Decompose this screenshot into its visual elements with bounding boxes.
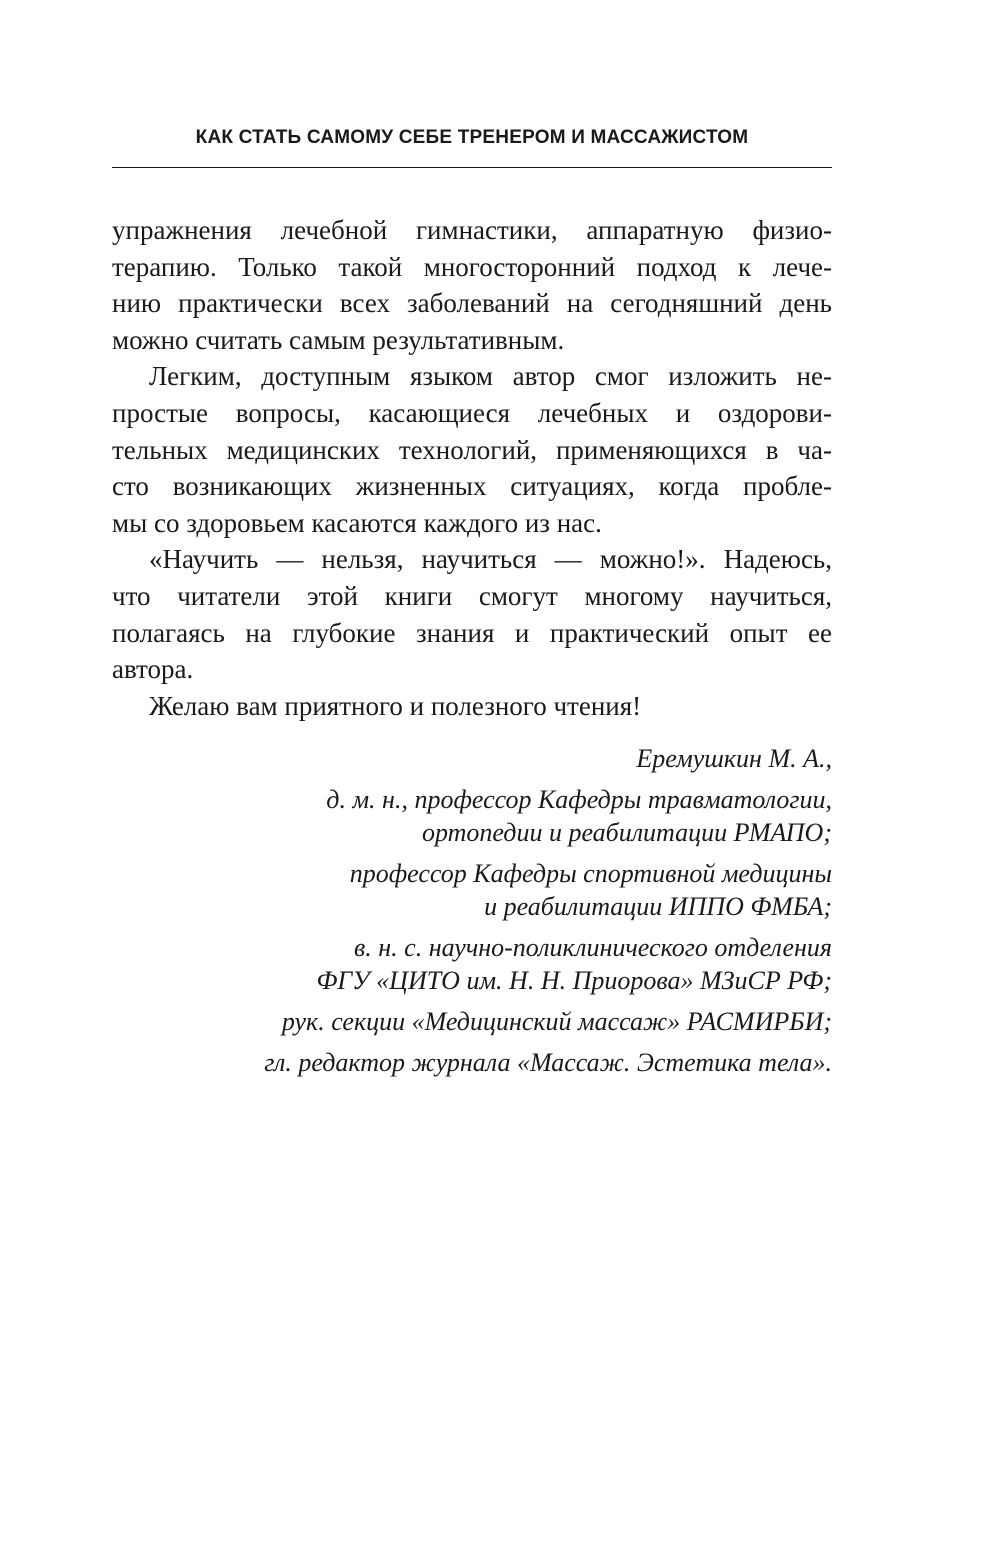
text-line: «Научить — нельзя, научиться — можно!». Надеюсь, [149,544,832,575]
credential-line: ортопедии и реабилитации РМАПО; [421,818,832,847]
text-line: автора. [112,654,194,685]
author-signature-block [112,742,832,1079]
signature-name: Еремушкин М. А., [636,744,832,773]
text-line: нию практически всех заболеваний на сегодняшний день [112,288,832,319]
credential-line: д. м. н., профессор Кафедры травматологии, [326,785,832,814]
paragraph-4 [112,688,832,725]
text-line: простые вопросы, касающиеся лечебных и оздорови- [112,397,832,428]
text-line: упражнения лечебной гимнастики, аппаратную физио- [112,215,832,245]
paragraph-3 [112,541,832,687]
credential-2 [112,857,832,923]
text-line: сто возникающих жизненных ситуациях, когда пробле- [112,471,832,502]
credential-line: профессор Кафедры спортивной медицины [349,859,832,888]
credential-line: гл. редактор журнала «Массаж. Эстетика тела». [264,1048,832,1077]
credential-3 [112,931,832,997]
paragraph-1 [112,212,832,358]
text-line: Легким, доступным языком автор смог изложить не- [149,361,832,392]
credential-line: и реабилитации ИППО ФМБА; [484,892,832,921]
credential-line: в. н. с. научно-поликлинического отделения [354,933,832,962]
running-head-title: КАК СТАТЬ САМОМУ СЕБЕ ТРЕНЕРОМ И МАССАЖИСТОМ [195,127,749,148]
body-text [112,212,832,724]
credential-4 [112,1005,832,1038]
text-line: терапию. Только такой многосторонний подход к лече- [112,251,832,282]
credential-line: рук. секции «Медицинский массаж» РАСМИРБИ; [281,1007,832,1036]
credential-line: ФГУ «ЦИТО им. Н. Н. Приорова» МЗиСР РФ; [316,966,832,995]
text-line: что читатели этой книги смогут многому научиться, [112,580,832,611]
text-line: мы со здоровьем касаются каждого из нас. [112,507,602,538]
text-line: Желаю вам приятного и полезного чтения! [149,690,642,721]
credential-1 [112,783,832,849]
header-divider [112,167,832,168]
paragraph-2 [112,358,832,541]
text-line: можно считать самым результативным. [112,324,565,355]
text-line: полагаясь на глубокие знания и практический опыт ее [112,617,832,648]
credential-5 [112,1046,832,1079]
text-line: тельных медицинских технологий, применяющихся в ча- [112,434,832,465]
